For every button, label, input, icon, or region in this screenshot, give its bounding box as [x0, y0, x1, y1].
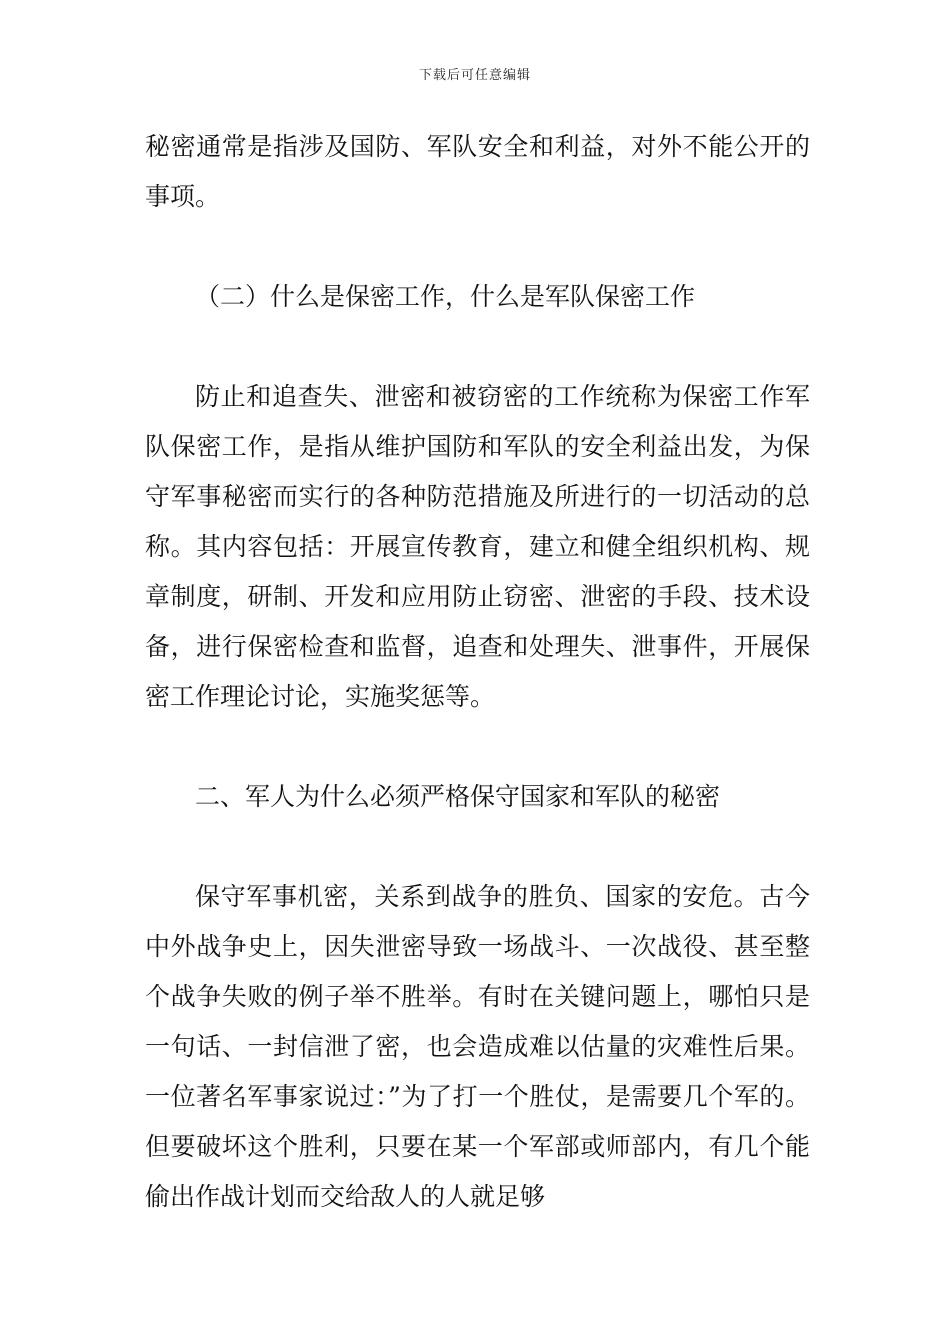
document-body — [145, 122, 810, 1222]
paragraph-secret-definition: 秘密通常是指涉及国防、军队安全和利益，对外不能公开的事项。 — [145, 132, 810, 211]
paragraph-military-secrets: 保守军事机密，关系到战争的胜负、国家的安危。古今中外战争史上，因失泄密导致一场战斗、一次战役、甚至整个战争失败的例子举不胜举。有时在关键问题上，哪怕只是一句话、一封信泄了密，也会造成难以估量的灾难性后果。一位著名军事家说过：”为了打一个胜仗，是需要几个军的。但要破坏这个胜利，只要在某一个军部或师部内，有几个能偷出作战计划而交给敌人的人就足够 — [145, 882, 810, 1211]
section-heading-security-work: （二）什么是保密工作，什么是军队保密工作 — [195, 282, 696, 311]
paragraph-gap — [145, 322, 810, 372]
paragraph-security-work: 防止和追查失、泄密和被窃密的工作统称为保密工作军队保密工作，是指从维护国防和军队的安全利益出发，为保守军事秘密而实行的各种防范措施及所进行的一切活动的总称。其内容包括：开展宣传教育，建立和健全组织机构、规章制度，研制、开发和应用防止窃密、泄密的手段、技术设备，进行保密检查和监督，追查和处理失、泄事件，开展保密工作理论讨论，实施奖惩等。 — [145, 382, 810, 711]
page-header: 下载后可任意编辑 — [418, 68, 531, 83]
paragraph-gap — [145, 222, 810, 272]
section-heading-why-keep-secrets: 二、军人为什么必须严格保守国家和军队的秘密 — [195, 782, 721, 811]
paragraph-gap — [145, 722, 810, 772]
paragraph-gap — [145, 822, 810, 872]
